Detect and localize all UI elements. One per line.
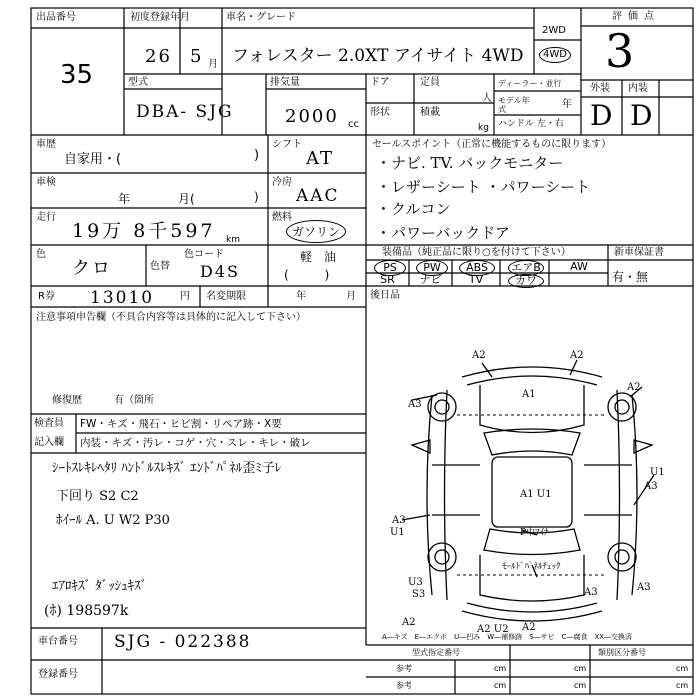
diagram-mark: A1	[522, 389, 536, 400]
equip-aw: AW	[570, 260, 588, 273]
recycle-label: R券	[38, 291, 55, 302]
color-option-label: 色替	[150, 261, 170, 272]
interior-label: 内装	[628, 83, 648, 94]
model-label: 型式	[128, 77, 148, 88]
recycle-yen: 円	[180, 291, 190, 302]
km-unit: km	[226, 235, 240, 245]
equip-airbag: エアB	[508, 260, 544, 276]
fuel-light-oil: 軽 油	[300, 250, 337, 264]
equip-ps: PS	[374, 260, 406, 276]
fuel-label: 燃料	[272, 212, 292, 223]
drive-4wd: 4WD	[539, 47, 571, 63]
diagram-mark: P中ﾏｲﾅｰ	[520, 528, 554, 538]
dealer-label: ディーラー・並行	[498, 79, 562, 88]
mileage-label: 走行	[36, 212, 56, 223]
load-label: 積載	[420, 107, 440, 118]
checker-label-2: 記入欄	[34, 437, 64, 448]
recycle-value: 13010	[90, 288, 155, 308]
chassis-label: 車台番号	[38, 636, 78, 647]
carname-value: フォレスター 2.0XT アイサイト 4WD	[232, 46, 524, 66]
capacity-label: 定員	[420, 77, 440, 88]
sales-point: ・パワーバックドア	[376, 224, 510, 242]
equip-tv: TV	[468, 273, 484, 286]
model-value: DBA- SJG	[136, 102, 234, 122]
shift-value: AT	[306, 148, 335, 169]
color-label: 色	[36, 249, 46, 260]
first-reg-year: 26	[145, 46, 172, 67]
score-value: 3	[605, 24, 637, 78]
history-close: )	[254, 148, 260, 163]
warranty-value: 有・無	[612, 270, 649, 284]
month-unit: 月	[208, 59, 218, 70]
lot-number: 35	[60, 60, 94, 90]
ref-label: 参考	[396, 681, 412, 690]
notes-label: 注意事項申告欄（不具合内容等は具体的に記入して下さい）	[36, 312, 306, 323]
fuel-paren: ( )	[284, 268, 330, 282]
memo-line: (ﾎ) 198597k	[44, 603, 129, 619]
diagram-mark: A2	[402, 617, 416, 628]
diagram-mark: U1	[650, 467, 665, 478]
diagram-mark: A3	[637, 582, 651, 593]
deadline-year: 年	[296, 291, 306, 302]
diagram-mark: U1	[390, 527, 405, 538]
diagram-mark: A2	[522, 622, 536, 633]
diagram-mark: U3	[408, 577, 423, 588]
type-spec-label: 型式指定番号	[412, 648, 460, 657]
repair-label: 修復歴	[52, 395, 82, 406]
model-year-label: モデル年式	[498, 96, 530, 114]
first-reg-label: 初度登録年月	[130, 12, 190, 23]
color-code-value: D4S	[200, 262, 240, 281]
memo-line: ﾎｲｰﾙ A. U W2 P30	[56, 513, 170, 528]
memo-line: ｼｰﾄｽﾚｷﾚﾍﾀﾘ ﾊﾝﾄﾞﾙｽﾚｷｽﾞ ｴﾝﾄﾞﾊﾟﾈﾙ歪ﾐ子ﾚ	[52, 461, 282, 476]
door-label: ドア	[370, 77, 390, 88]
warranty-label: 新車保証書	[614, 247, 664, 258]
checker-row-2: 内装・キズ・汚レ・コゲ・穴・スレ・キレ・破レ	[80, 437, 311, 449]
fuel-gasoline: ガソリン	[286, 220, 346, 243]
after-label: 後日品	[370, 290, 400, 301]
ac-value: AAC	[296, 186, 340, 206]
exterior-value: D	[590, 99, 615, 132]
deadline-label: 名変期限	[206, 291, 246, 302]
ref-label: 参考	[396, 664, 412, 673]
cm-unit: cm	[574, 681, 587, 690]
equip-pw: PW	[416, 260, 448, 276]
equip-sr: SR	[380, 273, 395, 286]
class-num-label: 類別区分番号	[598, 648, 646, 657]
lot-label: 出品番号	[36, 12, 76, 23]
color-value: クロ	[72, 258, 112, 279]
diagram-mark: A3	[644, 481, 658, 492]
checker-label-1: 検査員	[34, 418, 64, 429]
history-value: 自家用・(	[64, 152, 122, 167]
kg-unit: kg	[478, 123, 489, 133]
history-label: 車歴	[36, 139, 56, 150]
equip-abs: ABS	[459, 260, 495, 276]
score-label: 評価点	[612, 11, 660, 22]
registration-label: 登録番号	[38, 669, 78, 680]
first-reg-month: 5	[190, 46, 204, 67]
equipment-label: 装備品（純正品に限り○を付けて下さい）	[382, 247, 571, 258]
exterior-label: 外装	[590, 83, 610, 94]
chassis-value: SJG - 022388	[114, 632, 252, 652]
cm-unit: cm	[676, 664, 689, 673]
year-unit: 年	[562, 99, 572, 110]
diagram-mark: ﾓｰﾙﾄﾞﾊﾟﾈﾙﾁｪｯｸ	[502, 562, 561, 572]
inspection-close: )	[254, 190, 259, 204]
diagram-mark: A3	[408, 399, 422, 410]
inspection-label: 車検	[36, 177, 56, 188]
cm-unit: cm	[494, 664, 507, 673]
diagram-mark: A1 U1	[520, 489, 552, 500]
carname-label: 車名・グレード	[226, 12, 296, 23]
sales-point: ・クルコン	[376, 200, 451, 218]
diagram-legend: A―キズ E―エクボ U―凹み W―補修跡 S―サビ C―腐食 XX―交換済	[382, 633, 633, 641]
diagram-mark: A3	[392, 515, 406, 526]
diagram-mark: A2	[627, 382, 641, 393]
ac-label: 冷房	[272, 177, 292, 188]
memo-line: ｴｱﾛｷｽﾞ ﾀﾞｯｼｭｷｽﾞ	[52, 579, 148, 594]
cm-unit: cm	[676, 681, 689, 690]
diagram-mark: A2	[472, 350, 486, 361]
cm-unit: cm	[494, 681, 507, 690]
handle-label: ハンドル 左・右	[498, 119, 564, 129]
checker-row-1: FW・キズ・飛石・ヒビ割・リペア跡・X要	[80, 418, 282, 430]
sales-point: ・ナビ. TV. バックモニター	[376, 154, 564, 172]
mileage-value: 19万 8千597	[72, 220, 216, 242]
deadline-month: 月	[346, 291, 356, 302]
shift-label: シフト	[272, 139, 302, 150]
inspection-month-unit: 月(	[178, 192, 195, 206]
cm-unit: cm	[574, 664, 587, 673]
equip-navi: ナビ	[419, 273, 442, 286]
diagram-mark: A3	[584, 587, 598, 598]
diagram-mark: A2	[570, 350, 584, 361]
displacement-value: 2000	[285, 106, 339, 127]
inspection-year-unit: 年	[118, 192, 131, 206]
repair-value: 有（箇所	[114, 395, 154, 406]
sales-label: セールスポイント（正常に機能するものに限ります）	[372, 139, 612, 150]
person-unit: 人	[482, 93, 492, 104]
car-diagram	[372, 345, 692, 640]
drive-2wd: 2WD	[542, 25, 566, 36]
sales-point: ・レザーシート ・パワーシート	[376, 178, 591, 196]
displacement-label: 排気量	[270, 77, 300, 88]
color-code-label: 色コード	[184, 249, 224, 260]
interior-value: D	[630, 99, 655, 132]
diagram-mark: S3	[412, 589, 426, 600]
cc-unit: cc	[348, 119, 359, 130]
equip-leather: カワ	[508, 274, 544, 288]
shape-label: 形状	[370, 107, 390, 118]
memo-line: 下回り S2 C2	[56, 489, 139, 504]
diagram-mark: A2 U2	[477, 624, 509, 635]
